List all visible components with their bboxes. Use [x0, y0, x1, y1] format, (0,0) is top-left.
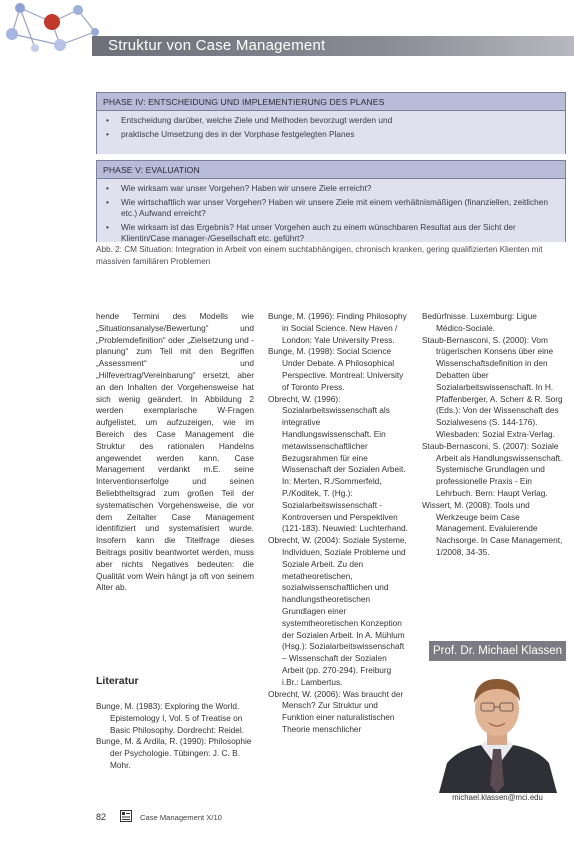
journal-logo-icon — [120, 809, 132, 827]
reference-item: Bunge, M. (1996): Finding Philosophy in Social Science. New Haven / London: Yale University Press. — [268, 311, 407, 345]
reference-item: Bunge, M. (1983): Exploring the World. Epistemology I, Vol. 5 of Treatise on Basic Philosophy. Dordrecht: Reidel. — [96, 701, 245, 735]
phase-v-item: • Wie wirtschaftlich war unser Vorgehen? Haben wir unsere Ziele mit einem verhältnismäßigen (finanziellen, zeitlichen etc.) Aufwand erreicht? — [103, 197, 559, 220]
reference-item: Bunge, M. & Ardila, R. (1990): Philosophie der Psychologie. Tübingen: J. C. B. Mohr. — [96, 736, 252, 770]
figure-caption: Abb. 2: CM Situation: Integration in Arbeit von einem suchtabhängigen, chronisch kranken, gering qualifizierten Klienten mit massiven familiären Problemen — [96, 245, 543, 266]
phase-iv-box — [96, 92, 566, 154]
phase-iv-title: PHASE IV: ENTSCHEIDUNG UND IMPLEMENTIERUNG DES PLANES — [97, 93, 565, 111]
phase-iv-item: • praktische Umsetzung des in der Vorphase festgelegten Planes — [103, 129, 559, 141]
molecule-logo-icon — [0, 0, 100, 58]
reference-item: Bedürfnisse. Luxemburg: Ligue Médico-Sociale. — [422, 311, 537, 333]
phase-v-item: • Wie wirksam ist das Ergebnis? Hat unser Vorgehen auch zu einem wünschbaren Resultat aus der Sicht der Klientin/Case manager-/Gesellschaft etc. geführt? — [103, 222, 559, 245]
reference-list-column-2 — [268, 311, 410, 736]
author-box — [429, 641, 566, 806]
body-paragraph: hende Termini des Modells wie „Situationsanalyse/Bewertung“ und „Problemdefinition“ oder „Zielsetzung und -planung“ zum Teil mit den Begriffen „Assessment“ und „Hilfevertrag/Vereinbarung“ ersetzt, aber an den Inhalten der Vorgehensweise hat sich wenig geändert. In Abbildung 2 werden exemplarische W-Fragen aufgelistet, um aufzuzeigen, wie im Bereich des Case Management die Struktur des rationalen Handelns angewendet werden kann. Case Management verdankt m.E. seine Interventionserfolge und seinen Beliebtheitsgrad zum großen Teil der systematischen Vorgehensweise, die vor dem Zeitalter Case Management identifiziert und systematisiert wurde. Insofern kann die Titelfrage dieses Beitrags positiv beantwortet werden, muss aber nichts Negatives bedeuten: die Qualität vom Wein hängt ja oft von seinem Alter ab. — [96, 311, 254, 593]
journal-name: Case Management X/10 — [140, 813, 222, 822]
reference-item: Staub-Bernasconi, S. (2000): Vom trügerischen Konsens über eine Wissenschaftsdefinition in den Debatten über Sozialarbeitswissenschaft. In H. Pfaffenberger, A. Scherr & R. Sorg (Eds.): Von der Wissenschaft des Sozialwesens (S. 144-176). Wiesbaden: Sozial Extra-Verlag. — [422, 334, 563, 439]
phase-iv-body — [97, 111, 565, 154]
reference-item: Staub-Bernasconi, S. (2007): Soziale Arbeit als Handlungswissenschaft. Systemische Grundlagen und professionelle Praxis - Ein Lehrbuch. Bern: Haupt Verlag. — [422, 440, 563, 498]
phase-v-body — [97, 179, 565, 242]
page-number: 82 — [96, 812, 107, 822]
literatur-heading: Literatur — [96, 675, 139, 687]
phase-v-box — [96, 160, 566, 242]
phase-v-title: PHASE V: EVALUATION — [97, 161, 565, 179]
author-email: michael.klassen@mci.edu — [452, 793, 543, 802]
phase-v-item: • Wie wirksam war unser Vorgehen? Haben wir unsere Ziele erreicht? — [103, 183, 559, 195]
reference-item: Bunge, M. (1998): Social Science Under Debate. A Philosophical Perspective. Montreal: University of Toronto Press. — [268, 346, 404, 392]
reference-list-column-3 — [422, 311, 566, 559]
body-text-column-1 — [96, 311, 254, 594]
reference-item: Obrecht, W. (2006): Was braucht der Mensch? Zur Struktur und Funktion einer naturalistischen Theorie menschlicher — [268, 688, 404, 734]
page-header — [0, 0, 574, 58]
page-title: Struktur von Case Management — [108, 37, 326, 54]
reference-item: Obrecht, W. (2004): Soziale Systeme, Individuen, Soziale Probleme und Soziale Arbeit. Zu den metatheoretischen, sozialwissenschaftlichen und handlungstheoretischen Grundlagen einer systemtheoretischen Konzeption der Sozialen Arbeit. In A. Mühlum (Hsg.): Sozialarbeitswissenschaft – Wissenschaft der Sozialen Arbeit (pp. 270-294). Freiburg i.Br.: Lambertus. — [268, 535, 407, 687]
reference-item: Wissert, M. (2008): Tools und Werkzeuge beim Case Management. Evaluierende Nachsorge. In Case Management, 1/2008, 34-35. — [422, 499, 563, 557]
phase-iv-item: • Entscheidung darüber, welche Ziele und Methoden bevorzugt werden und — [103, 115, 559, 127]
author-photo — [429, 663, 566, 793]
reference-item: Obrecht, W. (1996): Sozialarbeitswissenschaft als integrative Handlungswissenschaft. Ein metawissenschaftlicher Bezugsrahmen für eine Wissenschaft der Sozialen Arbeit. In: Merten, R./Sommerfeld, P./Koditek, T. (Hg.): Sozialarbeitswissenschaft - Kontroversen und Perspektiven (121-183). Neuwied: Luchterhand. — [268, 393, 408, 534]
author-name: Prof. Dr. Michael Klassen — [429, 641, 566, 661]
reference-list-column-1 — [96, 701, 254, 772]
